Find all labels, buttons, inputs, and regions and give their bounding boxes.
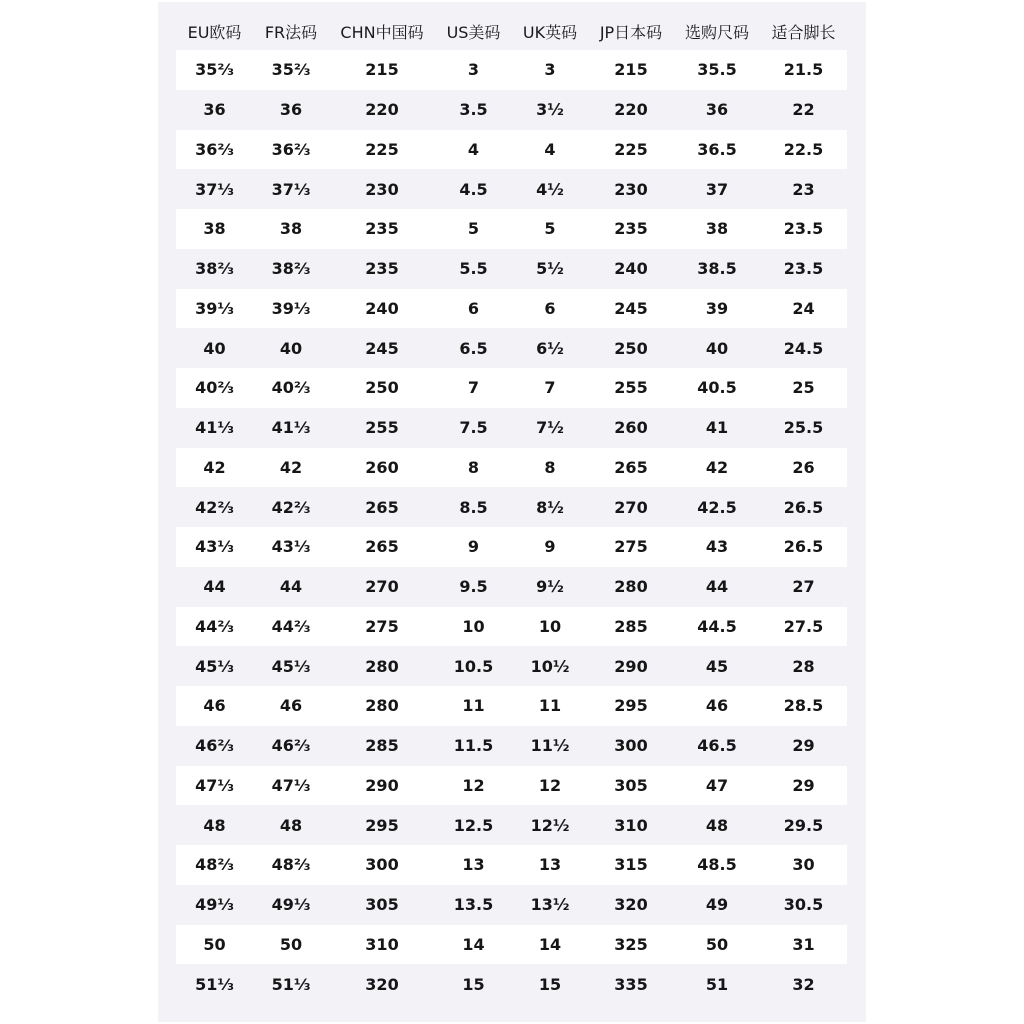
recommended-size-cell: 38 xyxy=(674,209,760,249)
recommended-size-cell: 41 xyxy=(674,408,760,448)
table-header xyxy=(176,12,847,50)
recommended-size-cell: 36 xyxy=(674,90,760,130)
us-size-cell: 3 xyxy=(435,50,512,90)
us-size-cell: 13.5 xyxy=(435,885,512,925)
eu-size-cell: 38⅔ xyxy=(176,249,253,289)
uk-size-cell: 4 xyxy=(512,130,588,170)
chn-size-cell: 280 xyxy=(329,686,435,726)
fr-size-cell: 42 xyxy=(253,448,329,488)
eu-size-cell: 51⅓ xyxy=(176,964,253,1004)
foot-length-cell: 23 xyxy=(760,169,847,209)
header-fr-size: FR法码 xyxy=(264,22,318,42)
us-size-cell: 5 xyxy=(435,209,512,249)
uk-size-cell: 14 xyxy=(512,925,588,965)
uk-size-cell: 10½ xyxy=(512,646,588,686)
table-row xyxy=(176,607,847,647)
foot-length-cell: 29 xyxy=(760,766,847,806)
foot-length-cell: 28 xyxy=(760,646,847,686)
eu-size-cell: 39⅓ xyxy=(176,289,253,329)
uk-size-cell: 3½ xyxy=(512,90,588,130)
fr-size-cell: 40 xyxy=(253,328,329,368)
uk-size-cell: 3 xyxy=(512,50,588,90)
eu-size-cell: 42⅔ xyxy=(176,487,253,527)
fr-size-cell: 44 xyxy=(253,567,329,607)
jp-size-cell: 275 xyxy=(588,527,674,567)
recommended-size-cell: 46 xyxy=(674,686,760,726)
header-foot-length: 适合脚长 xyxy=(771,22,836,42)
foot-length-cell: 23.5 xyxy=(760,209,847,249)
uk-size-cell: 5½ xyxy=(512,249,588,289)
uk-size-cell: 15 xyxy=(512,964,588,1004)
chn-size-cell: 265 xyxy=(329,487,435,527)
us-size-cell: 9.5 xyxy=(435,567,512,607)
header-us-size: US美码 xyxy=(446,22,501,42)
jp-size-cell: 250 xyxy=(588,328,674,368)
eu-size-cell: 47⅓ xyxy=(176,766,253,806)
fr-size-cell: 46 xyxy=(253,686,329,726)
fr-size-cell: 42⅔ xyxy=(253,487,329,527)
recommended-size-cell: 48.5 xyxy=(674,845,760,885)
foot-length-cell: 26.5 xyxy=(760,527,847,567)
recommended-size-cell: 50 xyxy=(674,925,760,965)
recommended-size-cell: 40 xyxy=(674,328,760,368)
uk-size-cell: 11 xyxy=(512,686,588,726)
foot-length-cell: 26.5 xyxy=(760,487,847,527)
chn-size-cell: 265 xyxy=(329,527,435,567)
recommended-size-cell: 42.5 xyxy=(674,487,760,527)
fr-size-cell: 48 xyxy=(253,805,329,845)
chn-size-cell: 260 xyxy=(329,448,435,488)
eu-size-cell: 40 xyxy=(176,328,253,368)
us-size-cell: 13 xyxy=(435,845,512,885)
table-row xyxy=(176,805,847,845)
recommended-size-cell: 42 xyxy=(674,448,760,488)
header-eu-size: EU欧码 xyxy=(187,22,242,42)
jp-size-cell: 335 xyxy=(588,964,674,1004)
chn-size-cell: 270 xyxy=(329,567,435,607)
fr-size-cell: 37⅓ xyxy=(253,169,329,209)
fr-size-cell: 36⅔ xyxy=(253,130,329,170)
jp-size-cell: 285 xyxy=(588,607,674,647)
chn-size-cell: 235 xyxy=(329,209,435,249)
fr-size-cell: 51⅓ xyxy=(253,964,329,1004)
recommended-size-cell: 45 xyxy=(674,646,760,686)
recommended-size-cell: 37 xyxy=(674,169,760,209)
uk-size-cell: 6½ xyxy=(512,328,588,368)
recommended-size-cell: 48 xyxy=(674,805,760,845)
eu-size-cell: 45⅓ xyxy=(176,646,253,686)
eu-size-cell: 40⅔ xyxy=(176,368,253,408)
us-size-cell: 12.5 xyxy=(435,805,512,845)
table-row xyxy=(176,50,847,90)
eu-size-cell: 42 xyxy=(176,448,253,488)
foot-length-cell: 22.5 xyxy=(760,130,847,170)
foot-length-cell: 24 xyxy=(760,289,847,329)
jp-size-cell: 325 xyxy=(588,925,674,965)
table-row xyxy=(176,925,847,965)
uk-size-cell: 7½ xyxy=(512,408,588,448)
us-size-cell: 4 xyxy=(435,130,512,170)
foot-length-cell: 27.5 xyxy=(760,607,847,647)
chn-size-cell: 310 xyxy=(329,925,435,965)
fr-size-cell: 46⅔ xyxy=(253,726,329,766)
recommended-size-cell: 38.5 xyxy=(674,249,760,289)
header-row xyxy=(176,12,847,50)
eu-size-cell: 41⅓ xyxy=(176,408,253,448)
recommended-size-cell: 39 xyxy=(674,289,760,329)
recommended-size-cell: 51 xyxy=(674,964,760,1004)
eu-size-cell: 44⅔ xyxy=(176,607,253,647)
us-size-cell: 5.5 xyxy=(435,249,512,289)
table-row xyxy=(176,527,847,567)
table-row xyxy=(176,845,847,885)
jp-size-cell: 225 xyxy=(588,130,674,170)
table-row xyxy=(176,964,847,1004)
chn-size-cell: 225 xyxy=(329,130,435,170)
eu-size-cell: 49⅓ xyxy=(176,885,253,925)
recommended-size-cell: 44 xyxy=(674,567,760,607)
recommended-size-cell: 35.5 xyxy=(674,50,760,90)
eu-size-cell: 37⅓ xyxy=(176,169,253,209)
jp-size-cell: 215 xyxy=(588,50,674,90)
table-row xyxy=(176,686,847,726)
table-row xyxy=(176,130,847,170)
chn-size-cell: 245 xyxy=(329,328,435,368)
chn-size-cell: 305 xyxy=(329,885,435,925)
recommended-size-cell: 36.5 xyxy=(674,130,760,170)
uk-size-cell: 8 xyxy=(512,448,588,488)
foot-length-cell: 25 xyxy=(760,368,847,408)
us-size-cell: 14 xyxy=(435,925,512,965)
foot-length-cell: 25.5 xyxy=(760,408,847,448)
us-size-cell: 6.5 xyxy=(435,328,512,368)
us-size-cell: 11 xyxy=(435,686,512,726)
header-chn-size: CHN中国码 xyxy=(340,22,424,42)
chn-size-cell: 235 xyxy=(329,249,435,289)
table-body xyxy=(176,50,847,1004)
us-size-cell: 3.5 xyxy=(435,90,512,130)
foot-length-cell: 29.5 xyxy=(760,805,847,845)
fr-size-cell: 43⅓ xyxy=(253,527,329,567)
uk-size-cell: 13 xyxy=(512,845,588,885)
foot-length-cell: 26 xyxy=(760,448,847,488)
foot-length-cell: 24.5 xyxy=(760,328,847,368)
uk-size-cell: 13½ xyxy=(512,885,588,925)
table-row xyxy=(176,408,847,448)
fr-size-cell: 48⅔ xyxy=(253,845,329,885)
jp-size-cell: 320 xyxy=(588,885,674,925)
eu-size-cell: 48 xyxy=(176,805,253,845)
eu-size-cell: 43⅓ xyxy=(176,527,253,567)
us-size-cell: 7.5 xyxy=(435,408,512,448)
fr-size-cell: 41⅓ xyxy=(253,408,329,448)
jp-size-cell: 310 xyxy=(588,805,674,845)
jp-size-cell: 230 xyxy=(588,169,674,209)
jp-size-cell: 270 xyxy=(588,487,674,527)
us-size-cell: 6 xyxy=(435,289,512,329)
table-row xyxy=(176,448,847,488)
eu-size-cell: 48⅔ xyxy=(176,845,253,885)
table-row xyxy=(176,289,847,329)
eu-size-cell: 46 xyxy=(176,686,253,726)
foot-length-cell: 32 xyxy=(760,964,847,1004)
eu-size-cell: 44 xyxy=(176,567,253,607)
eu-size-cell: 38 xyxy=(176,209,253,249)
us-size-cell: 8 xyxy=(435,448,512,488)
chn-size-cell: 215 xyxy=(329,50,435,90)
us-size-cell: 15 xyxy=(435,964,512,1004)
chn-size-cell: 275 xyxy=(329,607,435,647)
table-row xyxy=(176,766,847,806)
chn-size-cell: 220 xyxy=(329,90,435,130)
chn-size-cell: 320 xyxy=(329,964,435,1004)
uk-size-cell: 9 xyxy=(512,527,588,567)
uk-size-cell: 12½ xyxy=(512,805,588,845)
fr-size-cell: 49⅓ xyxy=(253,885,329,925)
recommended-size-cell: 47 xyxy=(674,766,760,806)
chn-size-cell: 295 xyxy=(329,805,435,845)
uk-size-cell: 12 xyxy=(512,766,588,806)
chn-size-cell: 280 xyxy=(329,646,435,686)
uk-size-cell: 8½ xyxy=(512,487,588,527)
table-row xyxy=(176,209,847,249)
table-row xyxy=(176,487,847,527)
eu-size-cell: 46⅔ xyxy=(176,726,253,766)
fr-size-cell: 36 xyxy=(253,90,329,130)
foot-length-cell: 31 xyxy=(760,925,847,965)
jp-size-cell: 315 xyxy=(588,845,674,885)
us-size-cell: 4.5 xyxy=(435,169,512,209)
table-row xyxy=(176,726,847,766)
recommended-size-cell: 46.5 xyxy=(674,726,760,766)
fr-size-cell: 50 xyxy=(253,925,329,965)
table-row xyxy=(176,567,847,607)
size-chart-table xyxy=(176,12,847,1004)
foot-length-cell: 29 xyxy=(760,726,847,766)
eu-size-cell: 36⅔ xyxy=(176,130,253,170)
eu-size-cell: 50 xyxy=(176,925,253,965)
fr-size-cell: 45⅓ xyxy=(253,646,329,686)
fr-size-cell: 38 xyxy=(253,209,329,249)
chn-size-cell: 230 xyxy=(329,169,435,209)
fr-size-cell: 40⅔ xyxy=(253,368,329,408)
us-size-cell: 12 xyxy=(435,766,512,806)
uk-size-cell: 9½ xyxy=(512,567,588,607)
recommended-size-cell: 49 xyxy=(674,885,760,925)
header-recommended-size: 选购尺码 xyxy=(684,22,749,42)
fr-size-cell: 35⅔ xyxy=(253,50,329,90)
foot-length-cell: 30.5 xyxy=(760,885,847,925)
uk-size-cell: 10 xyxy=(512,607,588,647)
fr-size-cell: 38⅔ xyxy=(253,249,329,289)
table-row xyxy=(176,249,847,289)
foot-length-cell: 23.5 xyxy=(760,249,847,289)
chn-size-cell: 285 xyxy=(329,726,435,766)
foot-length-cell: 27 xyxy=(760,567,847,607)
uk-size-cell: 6 xyxy=(512,289,588,329)
us-size-cell: 10 xyxy=(435,607,512,647)
table-row xyxy=(176,885,847,925)
chn-size-cell: 240 xyxy=(329,289,435,329)
table-row xyxy=(176,328,847,368)
chn-size-cell: 290 xyxy=(329,766,435,806)
fr-size-cell: 39⅓ xyxy=(253,289,329,329)
jp-size-cell: 280 xyxy=(588,567,674,607)
us-size-cell: 7 xyxy=(435,368,512,408)
jp-size-cell: 265 xyxy=(588,448,674,488)
uk-size-cell: 11½ xyxy=(512,726,588,766)
us-size-cell: 8.5 xyxy=(435,487,512,527)
table-row xyxy=(176,646,847,686)
foot-length-cell: 28.5 xyxy=(760,686,847,726)
chn-size-cell: 300 xyxy=(329,845,435,885)
jp-size-cell: 220 xyxy=(588,90,674,130)
table-row xyxy=(176,368,847,408)
recommended-size-cell: 40.5 xyxy=(674,368,760,408)
foot-length-cell: 30 xyxy=(760,845,847,885)
fr-size-cell: 47⅓ xyxy=(253,766,329,806)
jp-size-cell: 290 xyxy=(588,646,674,686)
jp-size-cell: 240 xyxy=(588,249,674,289)
us-size-cell: 10.5 xyxy=(435,646,512,686)
recommended-size-cell: 44.5 xyxy=(674,607,760,647)
jp-size-cell: 255 xyxy=(588,368,674,408)
eu-size-cell: 36 xyxy=(176,90,253,130)
jp-size-cell: 300 xyxy=(588,726,674,766)
recommended-size-cell: 43 xyxy=(674,527,760,567)
jp-size-cell: 305 xyxy=(588,766,674,806)
uk-size-cell: 4½ xyxy=(512,169,588,209)
chn-size-cell: 255 xyxy=(329,408,435,448)
header-jp-size: JP日本码 xyxy=(599,22,663,42)
jp-size-cell: 295 xyxy=(588,686,674,726)
fr-size-cell: 44⅔ xyxy=(253,607,329,647)
foot-length-cell: 22 xyxy=(760,90,847,130)
jp-size-cell: 245 xyxy=(588,289,674,329)
jp-size-cell: 235 xyxy=(588,209,674,249)
us-size-cell: 11.5 xyxy=(435,726,512,766)
uk-size-cell: 5 xyxy=(512,209,588,249)
jp-size-cell: 260 xyxy=(588,408,674,448)
chn-size-cell: 250 xyxy=(329,368,435,408)
table-row xyxy=(176,90,847,130)
foot-length-cell: 21.5 xyxy=(760,50,847,90)
header-uk-size: UK英码 xyxy=(522,22,578,42)
table-row xyxy=(176,169,847,209)
us-size-cell: 9 xyxy=(435,527,512,567)
eu-size-cell: 35⅔ xyxy=(176,50,253,90)
uk-size-cell: 7 xyxy=(512,368,588,408)
